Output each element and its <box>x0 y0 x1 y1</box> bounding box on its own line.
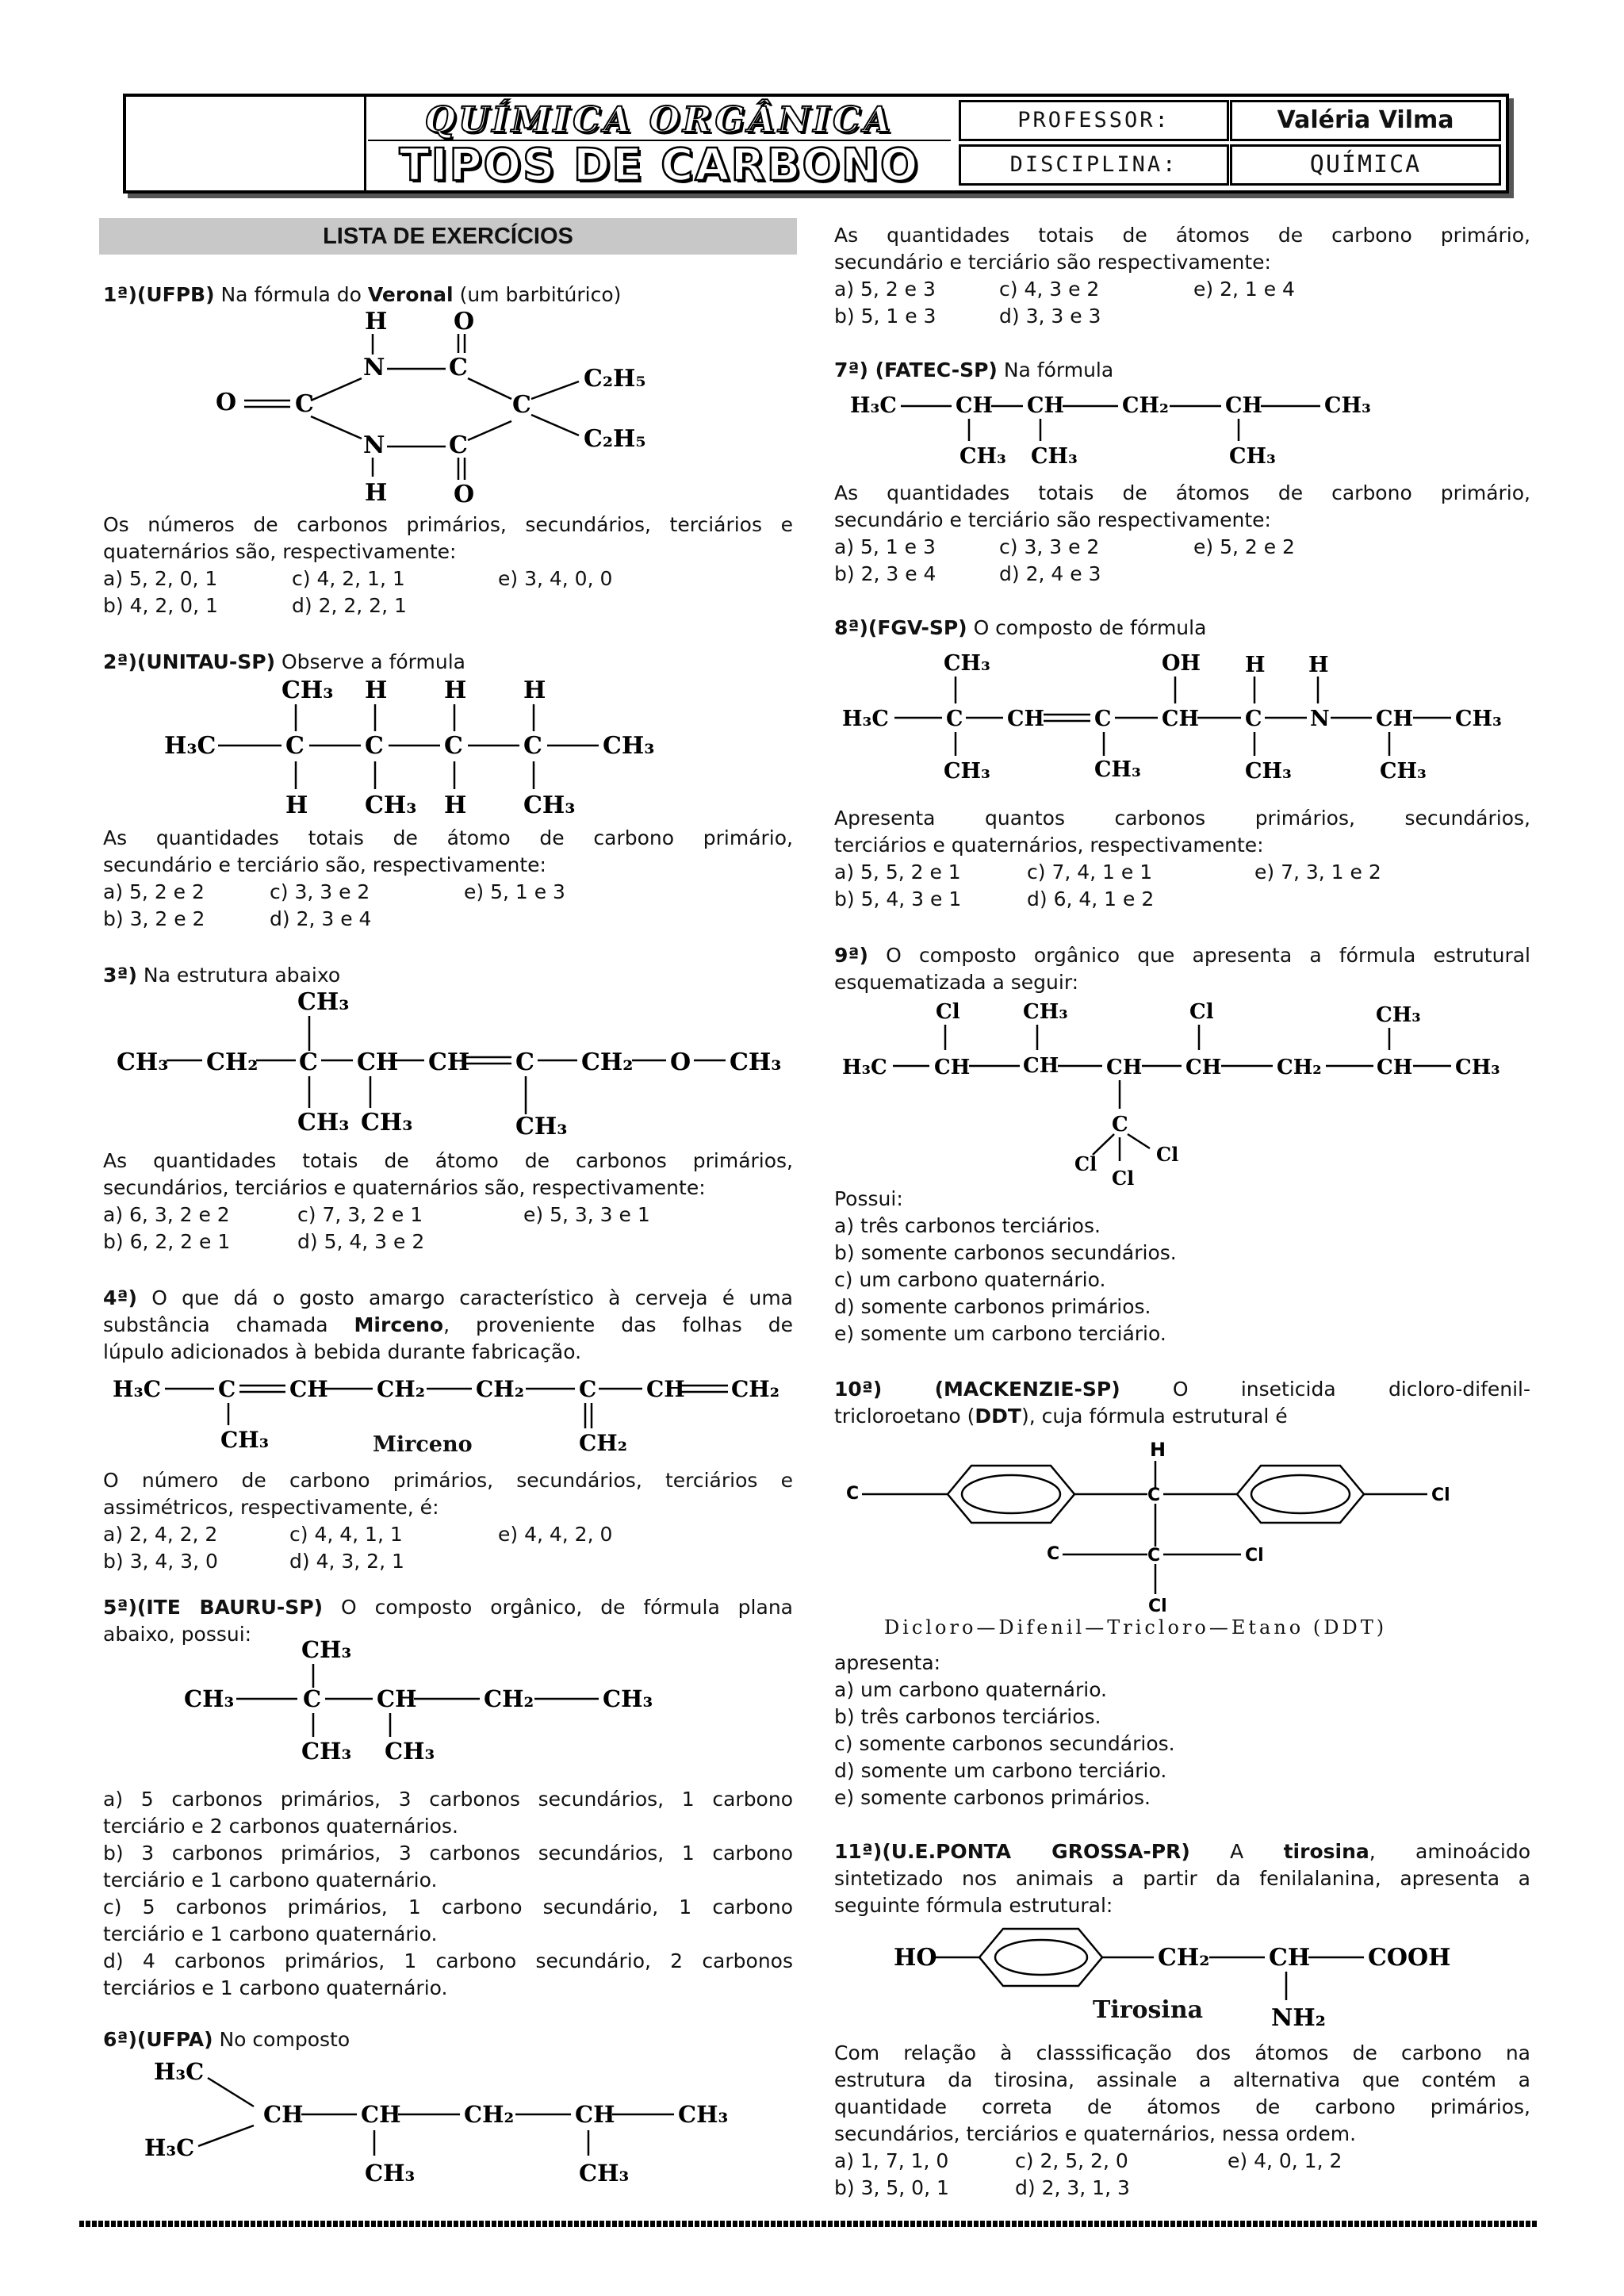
q5-structure <box>182 1634 690 1769</box>
q9-heading: 9ª) O composto orgânico que apresenta a fórmula estrutural <box>834 944 1530 967</box>
q9-option-a[interactable]: a) três carbonos terciários. <box>834 1214 1101 1237</box>
svg-text:CH₃: CH₃ <box>1229 444 1276 469</box>
svg-text:H₃C: H₃C <box>842 1056 887 1079</box>
q10-option-d[interactable]: d) somente um carbono terciário. <box>834 1759 1167 1782</box>
q4-line1: 4ª) O que dá o gosto amargo característico à cerveja é uma <box>103 1286 793 1309</box>
svg-text:H₃C: H₃C <box>144 2134 195 2161</box>
svg-text:CH₂: CH₂ <box>1122 393 1169 418</box>
svg-text:C: C <box>365 732 384 760</box>
svg-text:CH₃: CH₃ <box>1031 444 1078 469</box>
q6-option-d[interactable]: d) 3, 3 e 3 <box>999 305 1101 328</box>
svg-text:H₃C: H₃C <box>850 393 897 418</box>
svg-text:CH₃: CH₃ <box>678 2101 729 2128</box>
svg-text:C: C <box>1112 1113 1128 1137</box>
q11-line2: sintetizado nos animais a partir da fenilalanina, apresenta a <box>834 1867 1530 1890</box>
q8-text-1: Apresenta quantos carbonos primários, secundários, <box>834 807 1530 830</box>
q11-option-d[interactable]: d) 2, 3, 1, 3 <box>1015 2176 1130 2199</box>
svg-text:C: C <box>515 1048 534 1076</box>
q3-heading: 3ª) Na estrutura abaixo <box>103 964 341 987</box>
q9-option-c[interactable]: c) um carbono quaternário. <box>834 1268 1106 1291</box>
q11-caption: Tirosina <box>1093 1996 1204 2024</box>
svg-text:CH₃: CH₃ <box>1376 1003 1421 1027</box>
q9-option-b[interactable]: b) somente carbonos secundários. <box>834 1241 1177 1264</box>
svg-text:CH₂: CH₂ <box>464 2101 515 2128</box>
q5-option-b-1[interactable]: b) 3 carbonos primários, 3 carbonos secundários, 1 carbono <box>103 1842 793 1865</box>
q7-option-e[interactable]: e) 5, 2 e 2 <box>1193 535 1295 558</box>
q7-heading: 7ª) (FATEC-SP) Na fórmula <box>834 358 1114 381</box>
q6-text-2: secundário e terciário são respectivamente: <box>834 251 1271 274</box>
svg-text:Cl: Cl <box>1156 1143 1179 1166</box>
q11-option-c[interactable]: c) 2, 5, 2, 0 <box>1015 2149 1128 2172</box>
q2-text-1: As quantidades totais de átomo de carbono primário, <box>103 826 793 849</box>
q6-option-e[interactable]: e) 2, 1 e 4 <box>1193 278 1295 301</box>
svg-text:C: C <box>946 707 963 731</box>
q5-intro2: abaixo, possui: <box>103 1623 252 1646</box>
q3-source: 3ª) <box>103 964 137 987</box>
svg-text:CH₃: CH₃ <box>1094 757 1141 782</box>
svg-text:C: C <box>299 1048 318 1076</box>
svg-text:C: C <box>285 732 304 760</box>
header-title-line1: QUÍMICA ORGÂNICA <box>368 100 951 141</box>
svg-text:CH: CH <box>575 2101 615 2128</box>
q10-option-b[interactable]: b) três carbonos terciários. <box>834 1705 1101 1728</box>
q9-option-e[interactable]: e) somente um carbono terciário. <box>834 1322 1166 1345</box>
q6-option-b[interactable]: b) 5, 1 e 3 <box>834 305 936 328</box>
svg-text:C: C <box>449 354 468 381</box>
q4-line2: substância chamada Mirceno, proveniente das folhas de <box>103 1313 794 1336</box>
svg-text:C: C <box>444 732 463 760</box>
svg-text:CH₂: CH₂ <box>1158 1944 1210 1972</box>
svg-text:CH₃: CH₃ <box>515 1113 568 1140</box>
q10-apresenta: apresenta: <box>834 1651 941 1674</box>
svg-text:N: N <box>1310 707 1330 731</box>
q3-option-c[interactable]: c) 7, 3, 2 e 1 <box>297 1203 423 1226</box>
q3-option-b[interactable]: b) 6, 2, 2 e 1 <box>103 1230 231 1253</box>
svg-text:H₃C: H₃C <box>842 707 889 731</box>
svg-text:CH: CH <box>289 1376 328 1402</box>
q10-option-a[interactable]: a) um carbono quaternário. <box>834 1678 1108 1701</box>
bottom-divider <box>79 2221 1538 2227</box>
q4-caption: Mirceno <box>373 1432 473 1457</box>
q8-option-b[interactable]: b) 5, 4, 3 e 1 <box>834 887 962 910</box>
svg-text:O: O <box>454 481 475 508</box>
svg-text:H₃C: H₃C <box>164 732 216 760</box>
q5-option-d-1[interactable]: d) 4 carbonos primários, 1 carbono secundário, 2 carbonos <box>103 1949 793 1972</box>
svg-text:CH: CH <box>956 393 993 418</box>
q10-caption: Dicloro—Difenil—Tricloro—Etano (DDT) <box>884 1616 1388 1639</box>
q5-option-b-2[interactable]: terciário e 1 carbono quaternário. <box>103 1869 438 1892</box>
q4-option-a[interactable]: a) 2, 4, 2, 2 <box>103 1523 218 1546</box>
svg-text:H₃C: H₃C <box>113 1376 162 1402</box>
svg-text:CH: CH <box>361 2101 401 2128</box>
q3-option-d[interactable]: d) 5, 4, 3 e 2 <box>297 1230 425 1253</box>
q2-structure <box>163 674 678 825</box>
svg-text:H: H <box>444 677 467 704</box>
q10-structure-ddt <box>845 1435 1534 1634</box>
q8-structure <box>841 646 1538 797</box>
q10-option-e[interactable]: e) somente carbonos primários. <box>834 1786 1151 1809</box>
svg-text:H: H <box>365 479 388 507</box>
svg-text:C₂H₅: C₂H₅ <box>584 365 646 393</box>
svg-text:Cl: Cl <box>1112 1167 1135 1190</box>
svg-text:CH₃: CH₃ <box>523 792 576 819</box>
svg-text:C: C <box>1094 707 1112 731</box>
svg-text:H₃C: H₃C <box>154 2058 205 2085</box>
svg-text:Cl: Cl <box>1189 1000 1214 1024</box>
svg-text:CH: CH <box>1269 1944 1311 1972</box>
q7-option-d[interactable]: d) 2, 4 e 3 <box>999 562 1101 585</box>
q6-heading: 6ª)(UFPA) No composto <box>103 2028 350 2051</box>
q2-option-d[interactable]: d) 2, 3 e 4 <box>270 907 372 930</box>
svg-text:H: H <box>1308 653 1329 677</box>
q5-option-a-2[interactable]: terciário e 2 carbonos quaternários. <box>103 1815 458 1838</box>
svg-text:CH₃: CH₃ <box>385 1738 435 1765</box>
q7-option-c[interactable]: c) 3, 3 e 2 <box>999 535 1100 558</box>
svg-text:C₂H₅: C₂H₅ <box>584 425 646 453</box>
q11-text-1: Com relação à classsificação dos átomos de carbono na <box>834 2041 1530 2064</box>
q9-possui: Possui: <box>834 1187 903 1210</box>
q2-option-a[interactable]: a) 5, 2 e 2 <box>103 880 205 903</box>
q8-source: 8ª)(FGV-SP) <box>834 616 967 639</box>
svg-text:OH: OH <box>1162 651 1201 676</box>
svg-text:CH: CH <box>1376 707 1413 731</box>
q1-source: 1ª)(UFPB) <box>103 283 215 306</box>
svg-text:O: O <box>454 308 475 335</box>
svg-text:C: C <box>579 1376 597 1402</box>
header-title-line2: TIPOS DE CARBONO <box>399 140 920 191</box>
svg-text:H: H <box>365 308 388 335</box>
q3-structure <box>115 987 797 1138</box>
q4-option-c[interactable]: c) 4, 4, 1, 1 <box>289 1523 403 1546</box>
discipline-value: QUÍMICA <box>1230 144 1501 186</box>
q11-option-a[interactable]: a) 1, 7, 1, 0 <box>834 2149 949 2172</box>
svg-text:Cl: Cl <box>1245 1546 1264 1566</box>
q5-option-d-2[interactable]: terciários e 1 carbono quaternário. <box>103 1976 448 1999</box>
svg-text:CH₃: CH₃ <box>301 1636 352 1663</box>
svg-text:NH₂: NH₂ <box>1271 2004 1326 2032</box>
q2-heading: 2ª)(UNITAU-SP) Observe a fórmula <box>103 650 465 673</box>
q8-text-2: terciários e quaternários, respectivamente: <box>834 834 1264 857</box>
svg-text:CH: CH <box>1106 1056 1143 1079</box>
q6-option-c[interactable]: c) 4, 3 e 2 <box>999 278 1100 301</box>
q8-heading: 8ª)(FGV-SP) O composto de fórmula <box>834 616 1207 639</box>
q10-intro2: tricloroetano (DDT), cuja fórmula estrutural é <box>834 1405 1288 1428</box>
q7-option-a[interactable]: a) 5, 1 e 3 <box>834 535 936 558</box>
svg-text:CH₂: CH₂ <box>206 1048 259 1076</box>
svg-text:CH₃: CH₃ <box>365 792 417 819</box>
q3-text-2: secundários, terciários e quaternários são, respectivamente: <box>103 1176 706 1199</box>
svg-text:CH₃: CH₃ <box>730 1048 782 1076</box>
q4-option-b[interactable]: b) 3, 4, 3, 0 <box>103 1550 218 1573</box>
q1-heading: 1ª)(UFPB) Na fórmula do Veronal (um barbitúrico) <box>103 283 622 306</box>
svg-text:CH₂: CH₂ <box>579 1430 628 1456</box>
q1-option-d[interactable]: d) 2, 2, 2, 1 <box>292 594 407 617</box>
q2-option-e[interactable]: e) 5, 1 e 3 <box>464 880 565 903</box>
svg-text:Cl: Cl <box>1431 1485 1450 1505</box>
discipline-label: DISCIPLINA: <box>959 144 1229 186</box>
svg-text:H: H <box>1245 653 1266 677</box>
svg-text:C: C <box>1245 707 1262 731</box>
q6-structure <box>143 2054 769 2189</box>
q1-text-1: Os números de carbonos primários, secundários, terciários e <box>103 513 793 536</box>
svg-text:N: N <box>363 354 385 381</box>
q7-text-1: As quantidades totais de átomos de carbono primário, <box>834 481 1530 504</box>
svg-text:CH₃: CH₃ <box>1324 393 1371 418</box>
svg-text:CH₂: CH₂ <box>377 1376 426 1402</box>
svg-text:CH₃: CH₃ <box>944 651 990 676</box>
svg-text:N: N <box>363 431 385 459</box>
q11-option-e[interactable]: e) 4, 0, 1, 2 <box>1228 2149 1342 2172</box>
q1-option-b[interactable]: b) 4, 2, 0, 1 <box>103 594 218 617</box>
q9-intro2: esquematizada a seguir: <box>834 971 1079 994</box>
svg-text:CH₃: CH₃ <box>1245 759 1292 784</box>
svg-text:CH₂: CH₂ <box>1277 1056 1322 1079</box>
svg-text:H: H <box>285 792 308 819</box>
svg-text:C: C <box>846 1484 860 1504</box>
svg-text:CH₃: CH₃ <box>282 677 334 704</box>
svg-text:CH₃: CH₃ <box>603 1685 653 1712</box>
svg-text:CH₃: CH₃ <box>117 1048 169 1076</box>
q8-option-a[interactable]: a) 5, 5, 2 e 1 <box>834 861 961 884</box>
svg-text:CH: CH <box>646 1376 685 1402</box>
svg-text:H: H <box>444 792 467 819</box>
q8-option-e[interactable]: e) 7, 3, 1 e 2 <box>1254 861 1381 884</box>
svg-text:CH₃: CH₃ <box>944 759 990 784</box>
q11-line3: seguinte fórmula estrutural: <box>834 1894 1113 1917</box>
svg-text:CH₂: CH₂ <box>581 1048 634 1076</box>
q1-text-2: quaternários são, respectivamente: <box>103 540 457 563</box>
q2-option-b[interactable]: b) 3, 2 e 2 <box>103 907 205 930</box>
svg-text:H: H <box>1150 1439 1166 1461</box>
svg-text:CH: CH <box>1162 707 1199 731</box>
svg-text:CH: CH <box>377 1685 417 1712</box>
svg-text:CH₃: CH₃ <box>297 1109 350 1137</box>
svg-text:O: O <box>216 389 237 416</box>
svg-text:CH: CH <box>263 2101 304 2128</box>
q5-option-a-1[interactable]: a) 5 carbonos primários, 3 carbonos secundários, 1 carbono <box>103 1788 793 1811</box>
svg-text:CH: CH <box>1225 393 1262 418</box>
svg-text:HO: HO <box>894 1944 937 1972</box>
svg-text:CH₃: CH₃ <box>361 1109 413 1137</box>
q4-option-d[interactable]: d) 4, 3, 2, 1 <box>289 1550 404 1573</box>
svg-text:CH₂: CH₂ <box>731 1376 780 1402</box>
q1-option-a[interactable]: a) 5, 2, 0, 1 <box>103 567 218 590</box>
svg-text:C: C <box>523 732 542 760</box>
svg-text:C: C <box>512 391 531 419</box>
svg-text:CH: CH <box>428 1048 470 1076</box>
svg-text:Cl: Cl <box>936 1000 960 1024</box>
q10-heading: 10ª) (MACKENZIE-SP) O inseticida dicloro-difenil- <box>834 1378 1531 1401</box>
svg-text:CH: CH <box>1007 707 1044 731</box>
q8-option-d[interactable]: d) 6, 4, 1 e 2 <box>1027 887 1155 910</box>
svg-text:Cl: Cl <box>1148 1596 1167 1616</box>
q11-text-4: secundários, terciários e quaternários, nessa ordem. <box>834 2122 1357 2145</box>
q4-option-e[interactable]: e) 4, 4, 2, 0 <box>498 1523 613 1546</box>
svg-text:CH₃: CH₃ <box>1455 1056 1500 1079</box>
professor-value: Valéria Vilma <box>1230 100 1501 141</box>
q4-line3: lúpulo adicionados à bebida durante fabricação. <box>103 1340 582 1363</box>
list-title: LISTA DE EXERCÍCIOS <box>99 218 797 255</box>
q7-structure <box>848 389 1530 476</box>
svg-text:CH₃: CH₃ <box>1455 707 1502 731</box>
svg-text:C: C <box>303 1685 322 1712</box>
q11-option-b[interactable]: b) 3, 5, 0, 1 <box>834 2176 949 2199</box>
q6-source: 6ª)(UFPA) <box>103 2028 213 2051</box>
svg-text:CH: CH <box>1377 1056 1413 1079</box>
svg-text:CH₃: CH₃ <box>1023 1000 1068 1024</box>
q7-text-2: secundário e terciário são respectivamente: <box>834 508 1271 531</box>
q1-option-e[interactable]: e) 3, 4, 0, 0 <box>498 567 613 590</box>
svg-text:Cl: Cl <box>1074 1152 1097 1175</box>
q10-option-c[interactable]: c) somente carbonos secundários. <box>834 1732 1175 1755</box>
q9-option-d[interactable]: d) somente carbonos primários. <box>834 1295 1151 1318</box>
svg-text:C: C <box>1147 1485 1161 1505</box>
header-logo-area <box>126 97 366 190</box>
q4-text-1: O número de carbono primários, secundários, terciários e <box>103 1469 793 1492</box>
svg-text:CH₃: CH₃ <box>297 988 350 1016</box>
q3-text-1: As quantidades totais de átomo de carbonos primários, <box>103 1149 793 1172</box>
svg-text:CH₃: CH₃ <box>1380 759 1427 784</box>
q11-heading: 11ª)(U.E.PONTA GROSSA-PR) A tirosina, aminoácido <box>834 1840 1530 1863</box>
q6-text-1: As quantidades totais de átomos de carbono primário, <box>834 224 1530 247</box>
svg-text:CH: CH <box>1027 393 1064 418</box>
q11-text-3: quantidade correta de átomos de carbono primários, <box>834 2095 1530 2118</box>
q1-option-c[interactable]: c) 4, 2, 1, 1 <box>292 567 405 590</box>
q8-option-c[interactable]: c) 7, 4, 1 e 1 <box>1027 861 1153 884</box>
q6-option-a[interactable]: a) 5, 2 e 3 <box>834 278 936 301</box>
q5-option-c-1[interactable]: c) 5 carbonos primários, 1 carbono secundário, 1 carbono <box>103 1895 793 1918</box>
q9-structure <box>841 998 1538 1188</box>
q3-option-a[interactable]: a) 6, 3, 2 e 2 <box>103 1203 230 1226</box>
svg-text:CH₃: CH₃ <box>365 2160 416 2187</box>
q2-option-c[interactable]: c) 3, 3 e 2 <box>270 880 370 903</box>
q1-structure-veronal <box>206 305 682 512</box>
q7-source: 7ª) (FATEC-SP) <box>834 358 998 381</box>
svg-text:CH: CH <box>934 1056 971 1079</box>
svg-text:CH₃: CH₃ <box>959 444 1006 469</box>
svg-text:CH: CH <box>1185 1056 1222 1079</box>
svg-text:H: H <box>523 677 546 704</box>
svg-text:C: C <box>449 431 468 459</box>
svg-text:CH₂: CH₂ <box>484 1685 534 1712</box>
svg-text:C: C <box>1047 1544 1060 1564</box>
svg-text:CH₃: CH₃ <box>603 732 655 760</box>
q3-option-e[interactable]: e) 5, 3, 3 e 1 <box>523 1203 650 1226</box>
svg-text:C: C <box>295 390 314 418</box>
svg-text:CH₃: CH₃ <box>220 1427 270 1453</box>
header-box <box>123 94 1509 194</box>
q2-text-2: secundário e terciário são, respectivamente: <box>103 853 546 876</box>
svg-text:C: C <box>1147 1546 1161 1566</box>
svg-text:CH₃: CH₃ <box>579 2160 630 2187</box>
q7-option-b[interactable]: b) 2, 3 e 4 <box>834 562 936 585</box>
svg-text:CH: CH <box>357 1048 399 1076</box>
q4-text-2: assimétricos, respectivamente, é: <box>103 1496 439 1519</box>
q5-heading: 5ª)(ITE BAURU-SP) O composto orgânico, de fórmula plana <box>103 1596 793 1619</box>
svg-text:CH₃: CH₃ <box>301 1738 352 1765</box>
svg-text:CH₂: CH₂ <box>476 1376 525 1402</box>
svg-text:COOH: COOH <box>1368 1944 1451 1972</box>
svg-text:O: O <box>670 1048 691 1076</box>
q5-option-c-2[interactable]: terciário e 1 carbono quaternário. <box>103 1922 438 1945</box>
svg-text:C: C <box>218 1376 236 1402</box>
svg-text:CH: CH <box>1023 1054 1059 1078</box>
q2-source: 2ª)(UNITAU-SP) <box>103 650 275 673</box>
q11-text-2: estrutura da tirosina, assinale a alternativa que contém a <box>834 2068 1530 2091</box>
svg-text:CH₃: CH₃ <box>184 1685 235 1712</box>
svg-text:H: H <box>365 677 388 704</box>
professor-label: PROFESSOR: <box>959 100 1229 141</box>
